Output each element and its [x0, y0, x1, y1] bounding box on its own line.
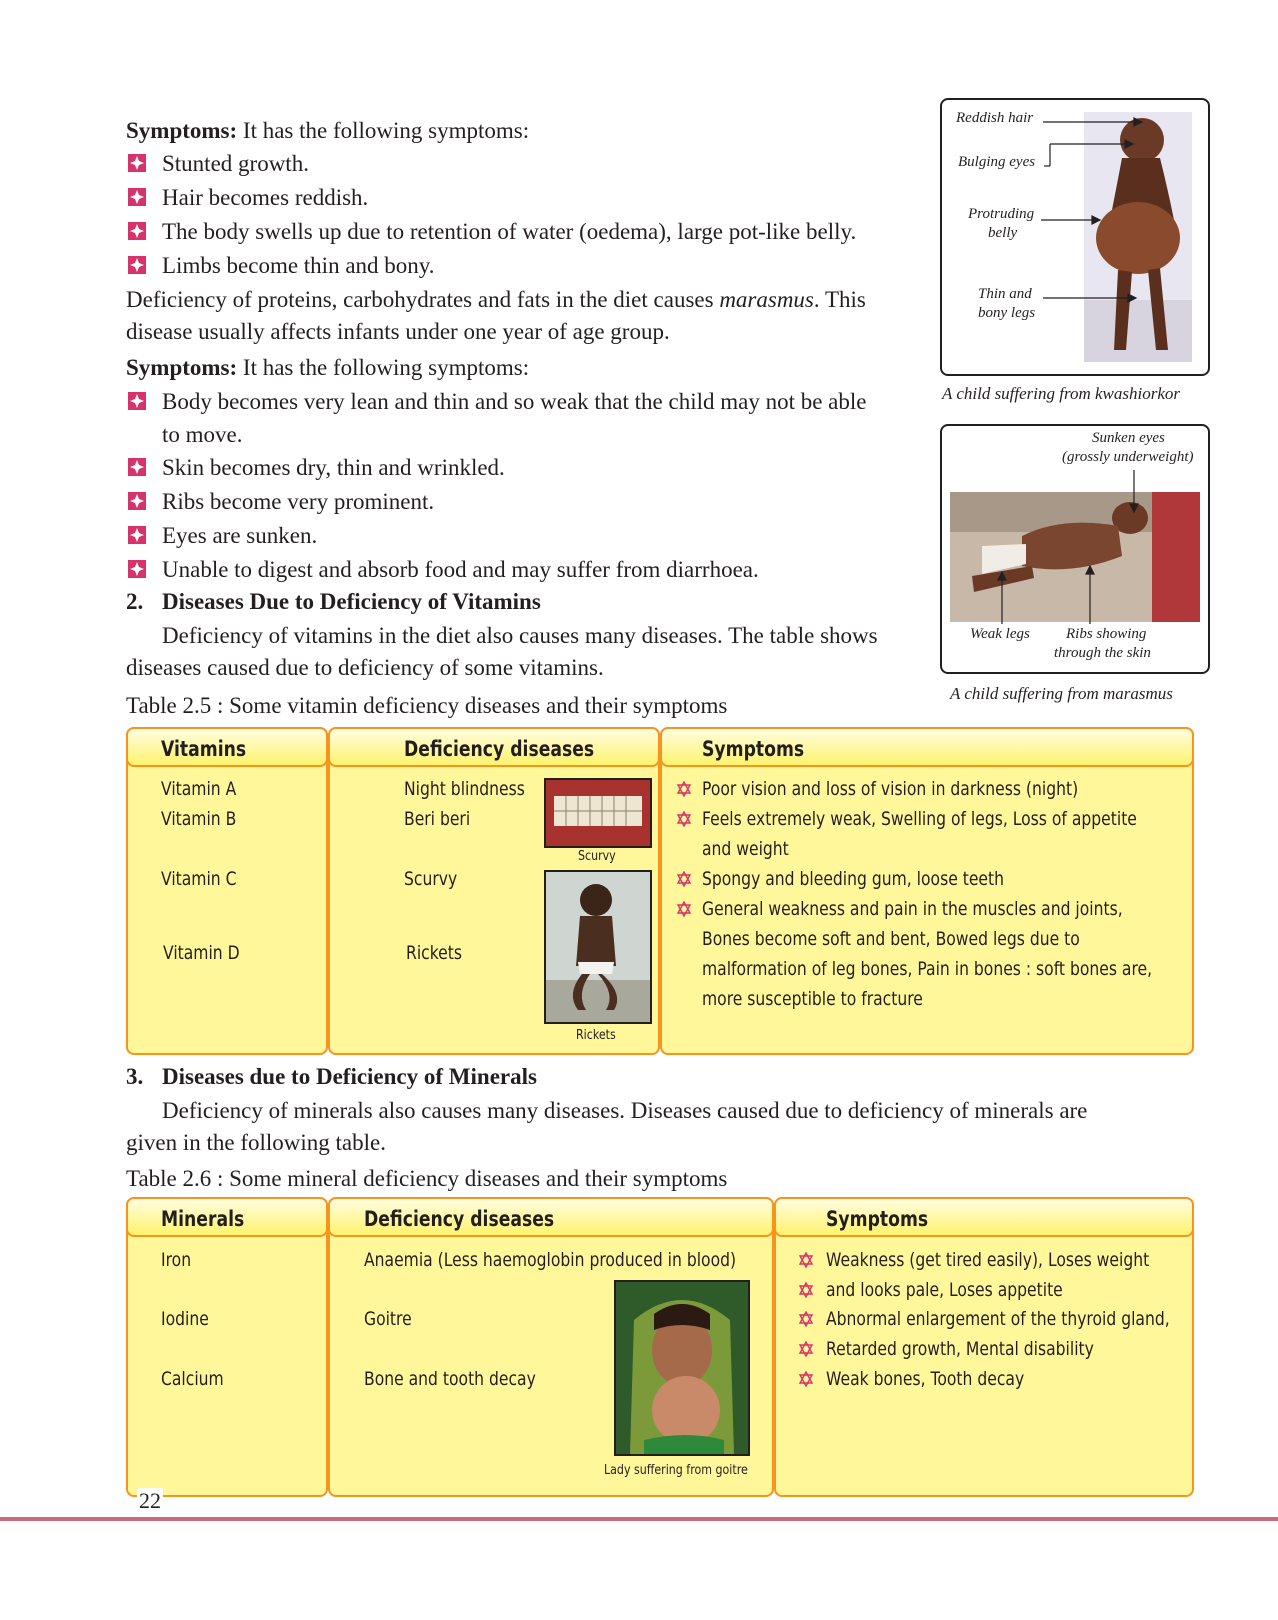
photo-caption: Rickets: [576, 1028, 616, 1043]
para-text: Deficiency of proteins, carbohydrates and fats in the diet causes: [126, 287, 720, 312]
figure-caption: A child suffering from kwashiorkor: [942, 384, 1180, 403]
deficiency-disease: Night blindness: [404, 778, 525, 800]
marasmus-symptoms-line: [126, 351, 529, 384]
vitamin-name: Vitamin B: [161, 808, 237, 830]
star-bullet-icon: [798, 1341, 814, 1357]
para-text: . This: [813, 287, 866, 312]
star-bullet-icon: [798, 1371, 814, 1387]
symptom-text: Retarded growth, Mental disability: [826, 1338, 1094, 1360]
star-bullet-icon: [676, 871, 692, 887]
section-title: Diseases due to Deficiency of Minerals: [162, 1064, 537, 1089]
deficiency-disease: Beri beri: [404, 808, 471, 830]
symptom-text: Poor vision and loss of vision in darkness (night): [702, 778, 1079, 800]
figure-label: Sunken eyes: [1092, 430, 1165, 446]
table-caption: Table 2.5 : Some vitamin deficiency diseases and their symptoms: [126, 693, 728, 718]
bullet-text: Stunted growth.: [162, 151, 309, 176]
figure-label: belly: [988, 225, 1018, 241]
deficiency-disease: Bone and tooth decay: [364, 1368, 536, 1390]
symptom-text: Feels extremely weak, Swelling of legs, Loss of appetite: [702, 808, 1137, 830]
cross-bullet-icon: [128, 392, 146, 410]
deficiency-disease: Anaemia (Less haemoglobin produced in blood): [364, 1249, 737, 1271]
deficiency-disease: Goitre: [364, 1308, 412, 1330]
symptom-text: General weakness and pain in the muscles and joints,: [702, 898, 1123, 920]
cross-bullet-icon: [128, 188, 146, 206]
goitre-photo: [614, 1280, 750, 1456]
rickets-photo: [544, 870, 652, 1024]
marasmus-figure-frame: [940, 424, 1210, 674]
section-number: 2.: [126, 589, 144, 614]
figure-caption: A child suffering from marasmus: [950, 684, 1173, 703]
star-bullet-icon: [676, 901, 692, 917]
figure-label: bony legs: [978, 305, 1036, 321]
cross-bullet-icon: [128, 256, 146, 274]
vitamin-name: Vitamin C: [161, 868, 237, 890]
cross-bullet-icon: [128, 154, 146, 172]
table-header: Vitamins: [161, 737, 247, 761]
cross-bullet-icon: [128, 222, 146, 240]
kwashiorkor-figure-frame: [940, 98, 1210, 376]
symptom-text: malformation of leg bones, Pain in bones : soft bones are,: [702, 958, 1153, 980]
symptoms-heading: Symptoms:: [126, 355, 238, 380]
star-bullet-icon: [798, 1252, 814, 1268]
symptom-text: and looks pale, Loses appetite: [826, 1279, 1063, 1301]
cross-bullet-icon: [128, 526, 146, 544]
star-bullet-icon: [676, 811, 692, 827]
table-header: Minerals: [161, 1207, 245, 1231]
bullet-text: Body becomes very lean and thin and so weak that the child may not be able: [162, 389, 867, 414]
symptom-text: Weakness (get tired easily), Loses weight: [826, 1249, 1150, 1271]
section-number: 3.: [126, 1064, 144, 1089]
figure-label: Reddish hair: [956, 110, 1034, 126]
symptom-text: Abnormal enlargement of the thyroid gland,: [826, 1308, 1170, 1330]
table-header: Symptoms: [702, 737, 805, 761]
kwashiorkor-photo: [942, 100, 1208, 374]
section-title: Diseases Due to Deficiency of Vitamins: [162, 589, 541, 614]
star-bullet-icon: [676, 781, 692, 797]
figure-label: Protruding: [968, 206, 1035, 222]
section-paragraph-line2: given in the following table.: [126, 1130, 386, 1155]
marasmus-paragraph-line1: [126, 283, 866, 316]
table-header: Deficiency diseases: [364, 1207, 555, 1231]
symptoms-intro: It has the following symptoms:: [237, 118, 530, 143]
kwashiorkor-symptoms-line: [126, 114, 529, 147]
page-bottom-rule: [0, 1517, 1278, 1521]
figure-label: through the skin: [1054, 645, 1151, 661]
mineral-name: Iodine: [161, 1308, 209, 1330]
table-caption: Table 2.6 : Some mineral deficiency diseases and their symptoms: [126, 1166, 728, 1191]
page-number: 22: [139, 1488, 161, 1513]
photo-caption: Scurvy: [578, 849, 616, 864]
section-paragraph-line2: diseases caused due to deficiency of some vitamins.: [126, 655, 604, 680]
bullet-text: Limbs become thin and bony.: [162, 253, 435, 278]
vitamin-name: Vitamin D: [163, 942, 240, 964]
bullet-text-continued: to move.: [162, 422, 243, 447]
figure-label: (grossly underweight): [1062, 449, 1194, 465]
symptom-text: and weight: [702, 838, 789, 860]
mineral-table-col1: [126, 1197, 328, 1497]
figure-label: Bulging eyes: [958, 154, 1036, 170]
para-emphasis: marasmus: [719, 287, 814, 312]
bullet-text: Eyes are sunken.: [162, 523, 318, 548]
cross-bullet-icon: [128, 560, 146, 578]
cross-bullet-icon: [128, 492, 146, 510]
symptoms-heading: Symptoms:: [126, 118, 238, 143]
bullet-text: Skin becomes dry, thin and wrinkled.: [162, 455, 505, 480]
section-paragraph-line1: Deficiency of minerals also causes many diseases. Diseases caused due to deficiency of minerals are: [162, 1098, 1088, 1123]
marasmus-paragraph-line2: disease usually affects infants under one year of age group.: [126, 319, 670, 344]
symptom-text: Spongy and bleeding gum, loose teeth: [702, 868, 1005, 890]
mineral-name: Iron: [161, 1249, 192, 1271]
figure-label: Weak legs: [970, 626, 1030, 642]
figure-label: Ribs showing: [1066, 626, 1147, 642]
section-paragraph-line1: Deficiency of vitamins in the diet also causes many diseases. The table shows: [162, 623, 878, 648]
deficiency-disease: Rickets: [406, 942, 463, 964]
bullet-text: Hair becomes reddish.: [162, 185, 369, 210]
vitamin-name: Vitamin A: [161, 778, 237, 800]
scurvy-photo: [544, 778, 652, 848]
symptom-text: Bones become soft and bent, Bowed legs due to: [702, 928, 1080, 950]
symptom-text: more susceptible to fracture: [702, 988, 923, 1010]
mineral-name: Calcium: [161, 1368, 224, 1390]
bullet-text: The body swells up due to retention of water (oedema), large pot-like belly.: [162, 219, 857, 244]
table-header: Symptoms: [826, 1207, 929, 1231]
figure-label: Thin and: [978, 286, 1032, 302]
table-header: Deficiency diseases: [404, 737, 595, 761]
bullet-text: Unable to digest and absorb food and may suffer from diarrhoea.: [162, 557, 759, 582]
symptoms-intro: It has the following symptoms:: [237, 355, 530, 380]
bullet-text: Ribs become very prominent.: [162, 489, 435, 514]
symptom-text: Weak bones, Tooth decay: [826, 1368, 1025, 1390]
deficiency-disease: Scurvy: [404, 868, 458, 890]
cross-bullet-icon: [128, 458, 146, 476]
star-bullet-icon: [798, 1282, 814, 1298]
photo-caption: Lady suffering from goitre: [604, 1463, 748, 1478]
star-bullet-icon: [798, 1311, 814, 1327]
